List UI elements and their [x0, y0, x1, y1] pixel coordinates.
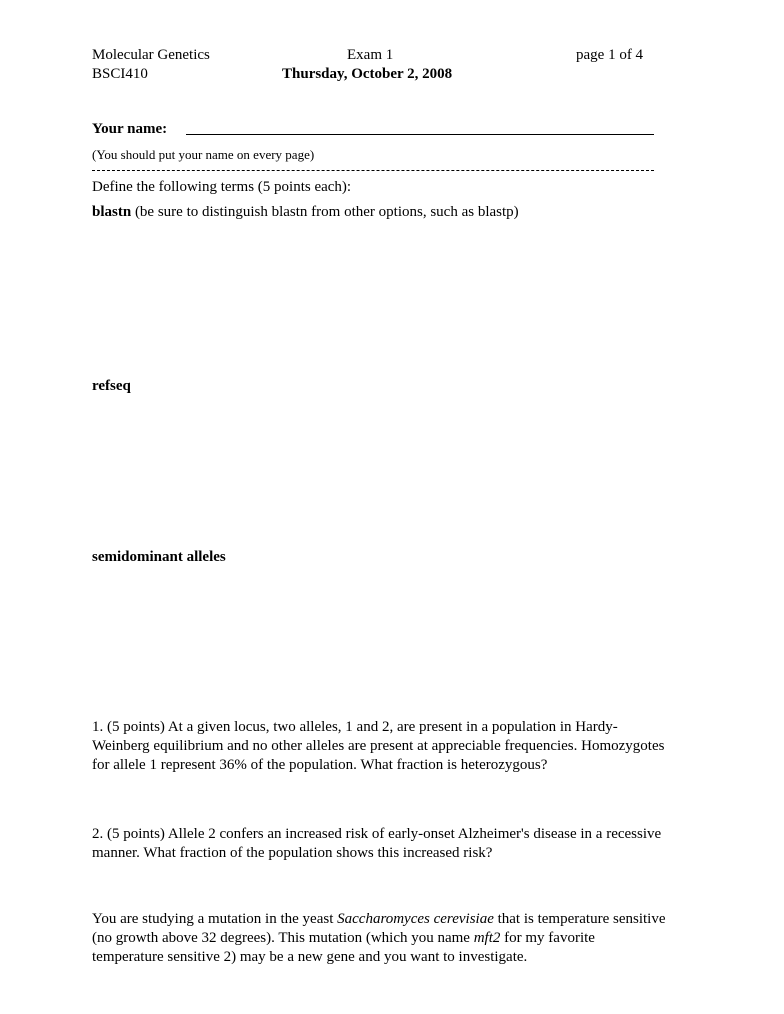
exam-date: Thursday, October 2, 2008	[282, 66, 453, 82]
page-number: page 1 of 4	[576, 47, 644, 63]
definitions-instructions: Define the following terms (5 points each):	[92, 179, 352, 195]
question-1-line-2: Weinberg equilibrium and no other alleles are present at appreciable frequencies. Homozygotes	[92, 738, 665, 754]
exam-title: Exam 1	[347, 47, 394, 63]
term-blastn	[92, 203, 519, 222]
question-2-line-1: 2. (5 points) Allele 2 confers an increased risk of early-onset Alzheimer's disease in a recessive	[92, 826, 662, 842]
question-1-line-3: for allele 1 represent 36% of the population. What fraction is heterozygous?	[92, 757, 548, 773]
term-refseq: refseq	[92, 378, 131, 394]
question-1-line-1: 1. (5 points) At a given locus, two alleles, 1 and 2, are present in a population in Hardy-	[92, 719, 618, 735]
intro-line-1	[92, 910, 665, 929]
course-title: Molecular Genetics	[92, 47, 210, 63]
name-label: Your name:	[92, 121, 168, 137]
section-divider	[92, 170, 654, 171]
intro-text: You are studying a mutation in the yeast	[92, 911, 338, 927]
intro-text: that is temperature sensitive	[493, 911, 666, 927]
course-code: BSCI410	[92, 66, 148, 82]
name-line[interactable]	[186, 134, 654, 135]
term-semidominant-alleles: semidominant alleles	[92, 549, 226, 565]
intro-text: for my favorite	[500, 930, 595, 946]
gene-name: mft2	[473, 930, 501, 946]
question-2-line-2: manner. What fraction of the population shows this increased risk?	[92, 845, 493, 861]
intro-line-3: temperature sensitive 2) may be a new gene and you want to investigate.	[92, 949, 528, 965]
intro-line-2	[92, 929, 595, 948]
name-note: (You should put your name on every page)	[92, 147, 315, 162]
term-note: (be sure to distinguish blastn from other options, such as blastp)	[134, 204, 519, 220]
species-name: Saccharomyces cerevisiae	[337, 911, 494, 927]
term-label: blastn	[92, 204, 132, 220]
intro-text: (no growth above 32 degrees). This mutation (which you name	[92, 930, 474, 946]
